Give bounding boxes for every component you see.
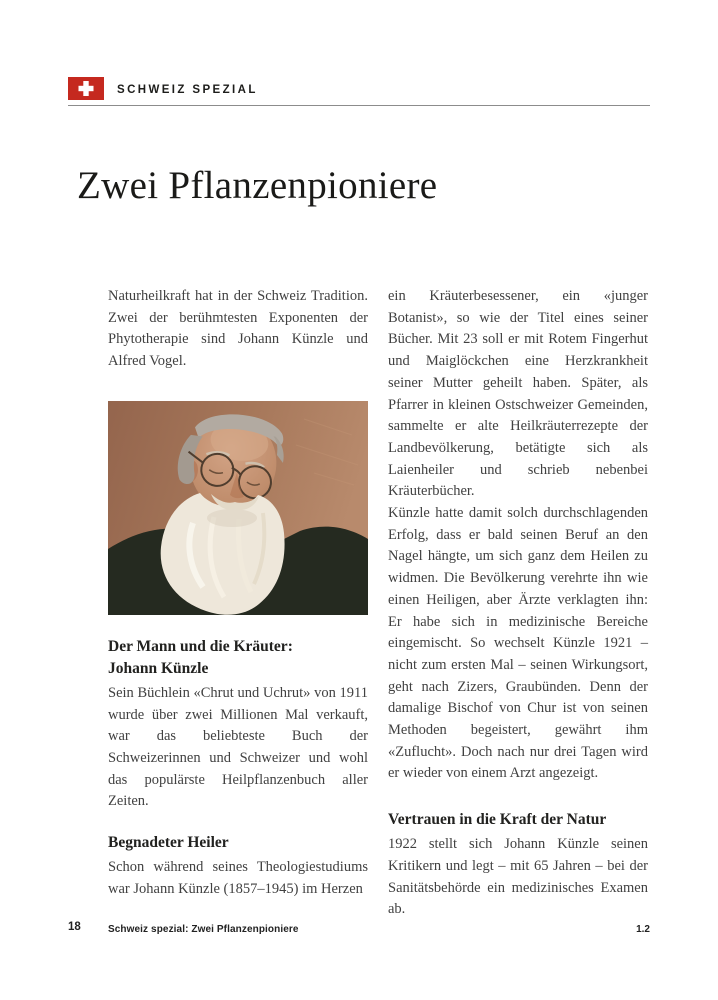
section-label: SCHWEIZ SPEZIAL: [117, 84, 258, 96]
article-body: [108, 286, 648, 921]
section-paragraph: 1922 stellt sich Johann Künzle seinen Kritikern und legt – mit 65 Jahren – bei der Sanitätsbehörde ein medizinisches Examen ab.: [388, 836, 648, 918]
footer-label: Schweiz spezial: Zwei Pflanzenpioniere: [108, 924, 299, 935]
left-column: [108, 286, 368, 921]
section-paragraph: Sein Büchlein «Chrut und Uchrut» von 1911 wurde über zwei Millionen Mal verkauft, war das beliebteste Buch der Schweizerinnen und Schweizer und wohl das populärste Heilpflanzenbuch aller Zeiten.: [108, 684, 368, 810]
article-paragraph: Künzle hatte damit solch durchschlagenden Erfolg, dass er bald seinen Beruf an den Nagel hängte, um sich ganz dem Heilen zu widmen. Die Bevölkerung verehrte ihn wie einen Heiligen, aber Ärzte verklagten ihn: Er habe sich in medizinische Bereiche eingemischt. So wechselt Künzle 1921 – nicht zum ersten Mal – seinen Wirkungsort, geht nach Zizers, Graubünden. Denn der damalige Bischof von Chur ist von seinen Methoden begeistert, gewährt ihm «Zuflucht». Doch nach nur drei Tagen wird er wieder von einem Arzt angezeigt.: [388, 505, 648, 782]
section-heading-begnadeter-heiler: Begnadeter Heiler: [108, 834, 229, 852]
page-title: Zwei Pflanzenpioniere: [77, 164, 438, 207]
portrait-photo: [108, 401, 368, 615]
heading-line: Johann Künzle: [108, 659, 209, 677]
section-heading-vertrauen: Vertrauen in die Kraft der Natur: [388, 811, 607, 829]
heading-line: Der Mann und die Kräuter:: [108, 637, 293, 655]
section-heading-johann-kuenzle: [108, 636, 368, 680]
header-divider: [68, 105, 650, 106]
intro-paragraph: Naturheilkraft hat in der Schweiz Tradition. Zwei der berühmtesten Exponenten der Phytotherapie sind Johann Künzle und Alfred Vogel.: [108, 288, 368, 370]
issue-number: 1.2: [636, 924, 650, 935]
article-paragraph: ein Kräuterbesessener, ein «junger Botanist», so wie der Titel eines seiner Bücher. Mit 23 soll er mit Rotem Fingerhut und Maiglöckchen eine Herzkrankheit seiner Mutter geheilt haben. Später, als Pfarrer in kleinen Ostschweizer Gemeinden, sammelte er alte Heilkräuterrezepte der Landbevölkerung, betätigte sich als Laienheiler und schrieb nebenbei Kräuterbücher.: [388, 288, 648, 500]
right-column: [388, 286, 648, 921]
page-number: 18: [68, 921, 81, 933]
swiss-flag-icon: [68, 77, 104, 100]
section-paragraph: Schon während seines Theologiestudiums war Johann Künzle (1857–1945) im Herzen: [108, 859, 368, 897]
